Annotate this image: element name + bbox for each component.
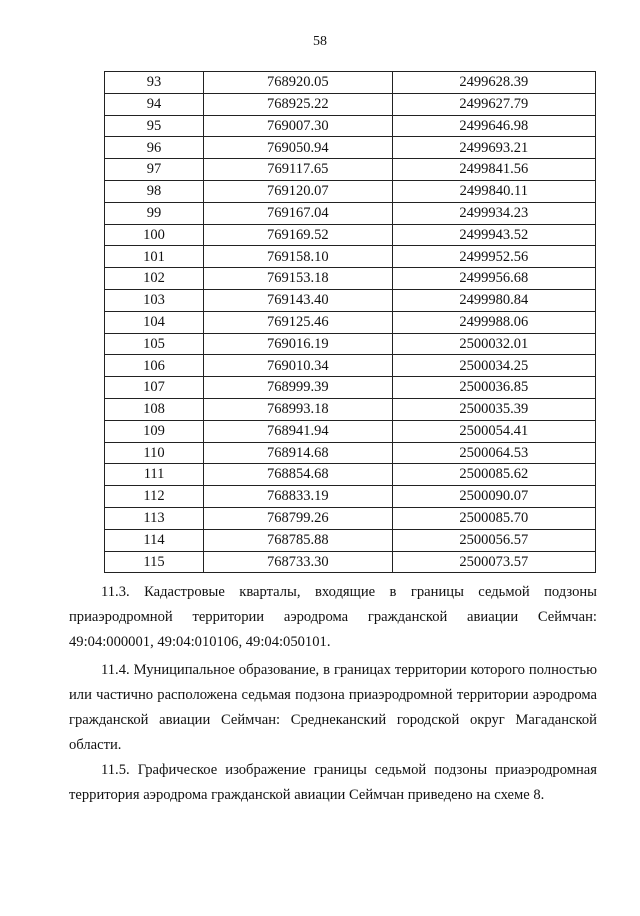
- table-row: [105, 551, 596, 573]
- y-coordinate-cell: 2500032.01: [392, 333, 595, 355]
- x-coordinate-cell: 768925.22: [204, 93, 393, 115]
- point-number-cell: 95: [105, 115, 204, 137]
- paragraph-graphic-image: 11.5. Графическое изображение границы седьмой подзоны приаэродромная территория аэродрома гражданской авиации Сеймчан приведено на схеме 8.: [69, 762, 597, 803]
- x-coordinate-cell: 769153.18: [204, 268, 393, 290]
- x-coordinate-cell: 768733.30: [204, 551, 393, 573]
- y-coordinate-cell: 2499646.98: [392, 115, 595, 137]
- y-coordinate-cell: 2499952.56: [392, 246, 595, 268]
- y-coordinate-cell: 2499988.06: [392, 311, 595, 333]
- table-row: [105, 377, 596, 399]
- point-number-cell: 113: [105, 507, 204, 529]
- table-row: [105, 420, 596, 442]
- table-row: [105, 137, 596, 159]
- paragraph-municipality: 11.4. Муниципальное образование, в границах территории которого полностью или частично расположена седьмая подзона приаэродромной территории аэродрома гражданской авиации Сеймчан: Среднеканский городской округ Магаданской области.: [69, 662, 597, 753]
- x-coordinate-cell: 768833.19: [204, 486, 393, 508]
- coordinates-table: [104, 71, 596, 573]
- point-number-cell: 102: [105, 268, 204, 290]
- point-number-cell: 111: [105, 464, 204, 486]
- point-number-cell: 103: [105, 289, 204, 311]
- point-number-cell: 96: [105, 137, 204, 159]
- point-number-cell: 107: [105, 377, 204, 399]
- y-coordinate-cell: 2500034.25: [392, 355, 595, 377]
- x-coordinate-cell: 769016.19: [204, 333, 393, 355]
- x-coordinate-cell: 768920.05: [204, 72, 393, 94]
- y-coordinate-cell: 2499841.56: [392, 159, 595, 181]
- point-number-cell: 98: [105, 180, 204, 202]
- table-row: [105, 486, 596, 508]
- point-number-cell: 105: [105, 333, 204, 355]
- y-coordinate-cell: 2499840.11: [392, 180, 595, 202]
- y-coordinate-cell: 2500036.85: [392, 377, 595, 399]
- y-coordinate-cell: 2500073.57: [392, 551, 595, 573]
- x-coordinate-cell: 769117.65: [204, 159, 393, 181]
- point-number-cell: 112: [105, 486, 204, 508]
- table-row: [105, 93, 596, 115]
- paragraph-cadastral-quarters: 11.3. Кадастровые кварталы, входящие в границы седьмой подзоны приаэродромной территории аэродрома гражданской авиации Сеймчан: 49:04:000001, 49:04:010106, 49:04:050101.: [69, 584, 597, 650]
- y-coordinate-cell: 2499934.23: [392, 202, 595, 224]
- x-coordinate-cell: 768993.18: [204, 398, 393, 420]
- y-coordinate-cell: 2500090.07: [392, 486, 595, 508]
- point-number-cell: 115: [105, 551, 204, 573]
- table-row: [105, 464, 596, 486]
- y-coordinate-cell: 2499693.21: [392, 137, 595, 159]
- point-number-cell: 106: [105, 355, 204, 377]
- x-coordinate-cell: 768941.94: [204, 420, 393, 442]
- table-row: [105, 159, 596, 181]
- x-coordinate-cell: 768999.39: [204, 377, 393, 399]
- page-number: 58: [313, 34, 327, 49]
- point-number-cell: 100: [105, 224, 204, 246]
- table-row: [105, 311, 596, 333]
- point-number-cell: 99: [105, 202, 204, 224]
- table-row: [105, 333, 596, 355]
- table-row: [105, 246, 596, 268]
- x-coordinate-cell: 768914.68: [204, 442, 393, 464]
- x-coordinate-cell: 769010.34: [204, 355, 393, 377]
- x-coordinate-cell: 769007.30: [204, 115, 393, 137]
- table-row: [105, 180, 596, 202]
- y-coordinate-cell: 2500056.57: [392, 529, 595, 551]
- y-coordinate-cell: 2500064.53: [392, 442, 595, 464]
- y-coordinate-cell: 2499956.68: [392, 268, 595, 290]
- point-number-cell: 104: [105, 311, 204, 333]
- x-coordinate-cell: 769169.52: [204, 224, 393, 246]
- point-number-cell: 110: [105, 442, 204, 464]
- table-row: [105, 268, 596, 290]
- x-coordinate-cell: 769143.40: [204, 289, 393, 311]
- y-coordinate-cell: 2500085.62: [392, 464, 595, 486]
- y-coordinate-cell: 2499980.84: [392, 289, 595, 311]
- y-coordinate-cell: 2500085.70: [392, 507, 595, 529]
- y-coordinate-cell: 2500054.41: [392, 420, 595, 442]
- table-row: [105, 355, 596, 377]
- y-coordinate-cell: 2499627.79: [392, 93, 595, 115]
- x-coordinate-cell: 769125.46: [204, 311, 393, 333]
- x-coordinate-cell: 768854.68: [204, 464, 393, 486]
- point-number-cell: 93: [105, 72, 204, 94]
- point-number-cell: 114: [105, 529, 204, 551]
- x-coordinate-cell: 769158.10: [204, 246, 393, 268]
- table-row: [105, 202, 596, 224]
- table-row: [105, 72, 596, 94]
- x-coordinate-cell: 769167.04: [204, 202, 393, 224]
- point-number-cell: 108: [105, 398, 204, 420]
- x-coordinate-cell: 768785.88: [204, 529, 393, 551]
- table-row: [105, 529, 596, 551]
- y-coordinate-cell: 2500035.39: [392, 398, 595, 420]
- table-row: [105, 398, 596, 420]
- x-coordinate-cell: 769120.07: [204, 180, 393, 202]
- y-coordinate-cell: 2499628.39: [392, 72, 595, 94]
- point-number-cell: 97: [105, 159, 204, 181]
- x-coordinate-cell: 769050.94: [204, 137, 393, 159]
- point-number-cell: 109: [105, 420, 204, 442]
- point-number-cell: 94: [105, 93, 204, 115]
- table-row: [105, 507, 596, 529]
- table-row: [105, 115, 596, 137]
- table-row: [105, 442, 596, 464]
- table-row: [105, 224, 596, 246]
- y-coordinate-cell: 2499943.52: [392, 224, 595, 246]
- coordinates-table-body: [105, 72, 596, 573]
- table-row: [105, 289, 596, 311]
- point-number-cell: 101: [105, 246, 204, 268]
- x-coordinate-cell: 768799.26: [204, 507, 393, 529]
